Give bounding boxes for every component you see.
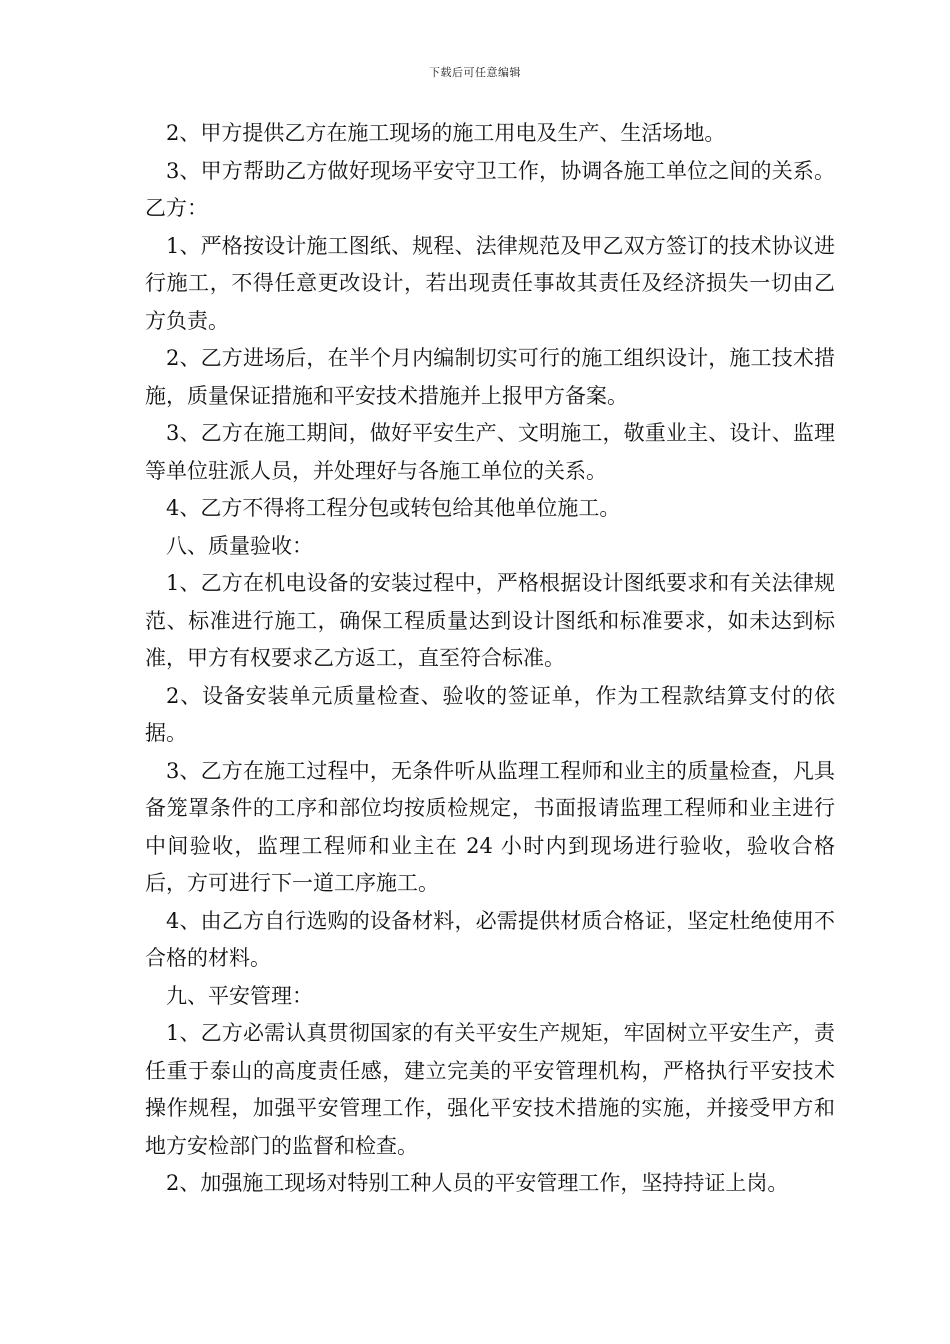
- paragraph: 4、乙方不得将工程分包或转包给其他单位施工。: [166, 496, 621, 520]
- document-body: [145, 115, 835, 1203]
- section-heading: 九、平安管理：: [166, 983, 313, 1008]
- paragraph: 3、甲方帮助乙方做好现场平安守卫工作，协调各施工单位之间的关系。 乙方：: [145, 158, 835, 220]
- paragraph: 2、加强施工现场对特别工种人员的平安管理工作，坚持持证上岗。: [166, 1171, 789, 1195]
- paragraph: 2、乙方进场后，在半个月内编制切实可行的施工组织设计，施工技术措施，质量保证措施和平安技术措施并上报甲方备案。: [145, 346, 835, 408]
- paragraph: 2、设备安装单元质量检查、验收的签证单，作为工程款结算支付的依据。: [145, 683, 835, 745]
- paragraph: 3、乙方在施工过程中，无条件听从监理工程师和业主的质量检查，凡具备笼罩条件的工序和部位均按质检规定，书面报请监理工程师和业主进行中间验收，监理工程师和业主在 24 小时内到现场进行验收，验收合格后，方可进行下一道工序施工。: [145, 758, 835, 895]
- paragraph: 4、由乙方自行选购的设备材料，必需提供材质合格证，坚定杜绝使用不合格的材料。: [145, 908, 835, 970]
- paragraph: 2、甲方提供乙方在施工现场的施工用电及生产、生活场地。: [166, 121, 726, 145]
- paragraph: 1、乙方必需认真贯彻国家的有关平安生产规矩，牢固树立平安生产，责任重于泰山的高度责任感，建立完美的平安管理机构，严格执行平安技术操作规程，加强平安管理工作，强化平安技术措施的实施，并接受甲方和地方安检部门的监督和检查。: [145, 1021, 835, 1158]
- paragraph: 1、乙方在机电设备的安装过程中，严格根据设计图纸要求和有关法律规范、标准进行施工，确保工程质量达到设计图纸和标准要求，如未达到标准，甲方有权要求乙方返工，直至符合标准。: [145, 571, 835, 670]
- page-header: 下载后可任意编辑: [429, 66, 521, 79]
- paragraph: 1、严格按设计施工图纸、规程、法律规范及甲乙双方签订的技术协议进行施工，不得任意更改设计，若出现责任事故其责任及经济损失一切由乙方负责。: [145, 233, 835, 333]
- paragraph: 3、乙方在施工期间，做好平安生产、文明施工，敬重业主、设计、监理等单位驻派人员，并处理好与各施工单位的关系。: [145, 421, 835, 483]
- section-heading: 八、质量验收：: [166, 533, 313, 558]
